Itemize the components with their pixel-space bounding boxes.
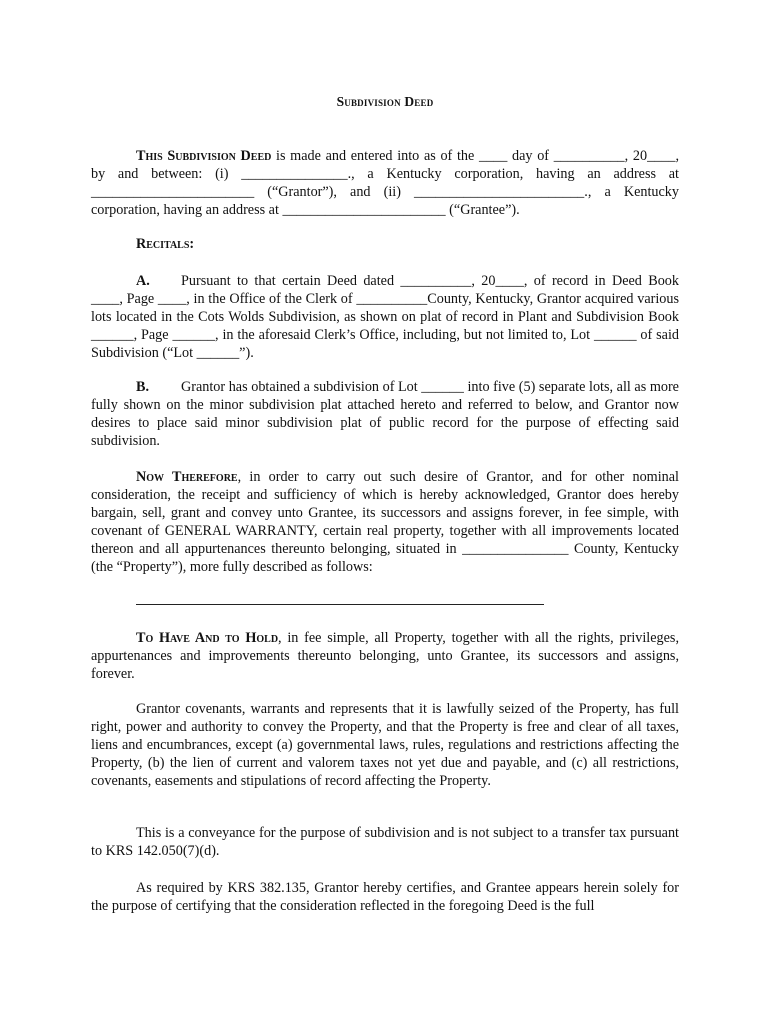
recital-b-label: B. xyxy=(136,379,150,395)
recitals-heading: Recitals: xyxy=(136,236,195,252)
conveyance-text: This is a conveyance for the purpose of subdivision and is not subject to a transfer tax pursuant to KRS 142.050(7)(d). xyxy=(91,825,679,860)
certification-text: As required by KRS 382.135, Grantor hereby certifies, and Grantee appears herein solely for the purpose of certifying that the consideration reflected in the foregoing Deed is the full xyxy=(91,880,679,915)
property-description-line xyxy=(136,604,544,605)
recital-a-label: A. xyxy=(136,273,150,289)
document-title: Subdivision Deed xyxy=(336,94,434,109)
recital-a-text: Pursuant to that certain Deed dated __________, 20____, of record in Deed Book ____, Page ____, in the Office of the Clerk of __________County, Kentucky, Grantor acquired various lots located in the Cots Wolds Subdivision, as shown on plat of record in Plant and Subdivision Book ______, Page ______, in the aforesaid Clerk’s Office, including, but not limited to, Lot ______ of said Subdivision (“Lot ______”). xyxy=(91,273,679,362)
covenants-text: Grantor covenants, warrants and represents that it is lawfully seized of the Property, has full right, power and authority to convey the Property, and that the Property is free and clear of all taxes, liens and encumbrances, except (a) governmental laws, rules, regulations and restrictions affecting the Property, (b) the lien of current and valorem taxes not yet due and payable, and (c) all restrictions, covenants, easements and stipulations of record affecting the Property. xyxy=(91,701,679,790)
covenants-paragraph xyxy=(91,700,679,790)
recital-a-paragraph xyxy=(91,272,679,362)
intro-paragraph xyxy=(91,147,679,219)
conveyance-paragraph xyxy=(91,824,679,860)
intro-lead: This Subdivision Deed xyxy=(136,148,272,164)
certification-paragraph xyxy=(91,879,679,915)
now-therefore-lead: Now Therefore xyxy=(136,469,238,485)
habendum-paragraph xyxy=(91,629,679,683)
now-therefore-text: , in order to carry out such desire of Grantor, and for other nominal consideration, the receipt and sufficiency of which is hereby acknowledged, Grantor does hereby bargain, sell, grant and convey unto Grantee, its successors and assigns forever, in fee simple, with covenant of GENERAL WARRANTY, certain real property, together with all improvements located thereon and all appurtenances thereunto belonging, situated in _______________ County, Kentucky (the “Property”), more fully described as follows: xyxy=(91,469,679,576)
now-therefore-paragraph xyxy=(91,468,679,577)
habendum-text: , in fee simple, all Property, together with all the rights, privileges, appurtenances and improvements thereunto belonging, unto Grantee, its successors and assigns, forever. xyxy=(91,630,679,683)
habendum-lead: To Have And to Hold xyxy=(136,630,279,646)
recital-b-paragraph xyxy=(91,378,679,450)
intro-text: is made and entered into as of the ____ day of __________, 20____, by and between: (i) _______________., a Kentucky corporation, having an address at _______________________ (“Grantor”), and (ii) ________________________., a Kentucky corporation, having an address at _______________________ (“Grantee”). xyxy=(91,148,679,219)
recital-b-text: Grantor has obtained a subdivision of Lot ______ into five (5) separate lots, all as more fully shown on the minor subdivision plat attached hereto and referred to below, and Grantor now desires to place said minor subdivision plat of public record for the purpose of effecting said subdivision. xyxy=(91,379,679,450)
